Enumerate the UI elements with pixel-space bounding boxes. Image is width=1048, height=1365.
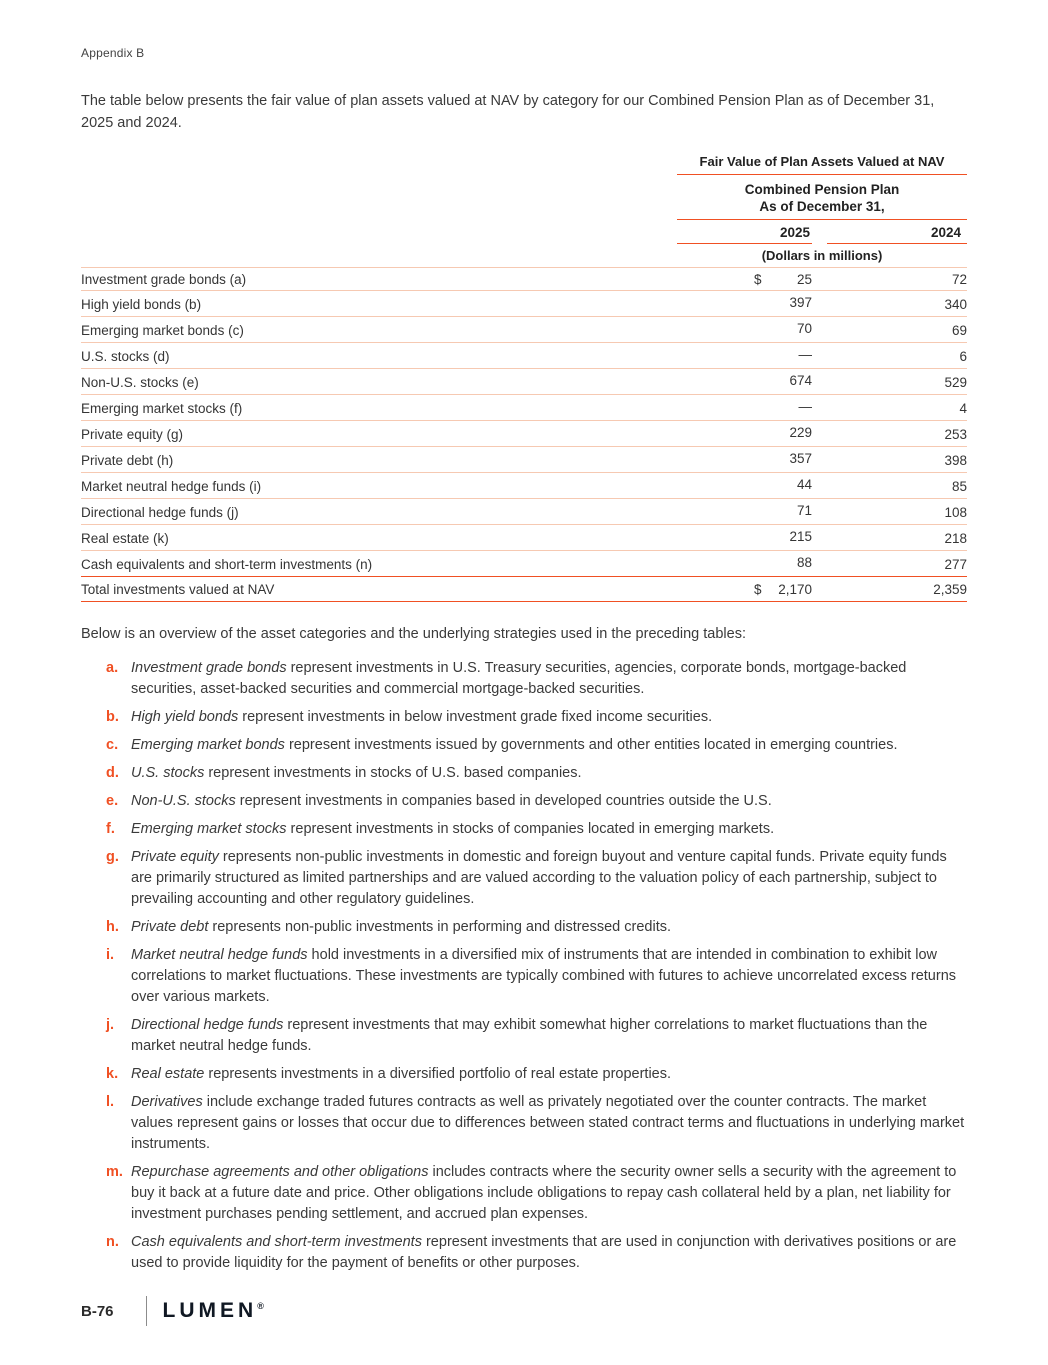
value-2025: 357 — [789, 451, 812, 466]
overview-intro: Below is an overview of the asset categories and the underlying strategies used in the preceding tables: — [81, 626, 746, 642]
definition-letter: a. — [106, 660, 119, 676]
definition-term: Private debt — [131, 919, 209, 935]
value-2024: 85 — [827, 473, 967, 499]
table-row — [81, 447, 967, 473]
dollar-prefix: $ — [754, 272, 762, 287]
definition-item — [106, 847, 967, 910]
definition-term: U.S. stocks — [131, 765, 205, 781]
table-row — [81, 473, 967, 499]
definition-text — [131, 1015, 967, 1057]
value-2024: 340 — [827, 291, 967, 317]
definition-item — [106, 763, 967, 784]
definition-item — [106, 658, 967, 700]
definition-term: Market neutral hedge funds — [131, 947, 308, 963]
value-2025: 71 — [796, 503, 812, 518]
definition-term: Emerging market stocks — [131, 821, 287, 837]
definition-letter: b. — [106, 709, 119, 725]
definition-description: represents non-public investments in performing and distressed credits. — [208, 919, 672, 935]
definition-item — [106, 707, 967, 728]
row-label: Market neutral hedge funds (i) — [81, 473, 677, 499]
appendix-label: Appendix B — [81, 46, 145, 60]
definition-term: Cash equivalents and short-term investments — [131, 1234, 422, 1250]
value-2025: 88 — [796, 555, 812, 570]
definition-description: include exchange traded futures contracts as well as privately negotiated over the counter contracts. The market values represent gains or losses that occur due to differences between stated contract terms and fluctuations in underlying market instruments. — [131, 1094, 965, 1152]
definition-letter: n. — [106, 1234, 119, 1250]
value-2025: 25 — [796, 272, 812, 287]
definition-text — [131, 1232, 967, 1274]
definition-description: represent investments that are used in conjunction with derivatives positions or are used to provide liquidity for the payment of benefits or other purposes. — [131, 1234, 957, 1271]
row-label: Private equity (g) — [81, 421, 677, 447]
value-2024: 72 — [827, 268, 967, 291]
value-2025: 397 — [789, 295, 812, 310]
definition-text — [131, 1162, 967, 1225]
value-2024: 4 — [827, 395, 967, 421]
definition-term: Investment grade bonds — [131, 660, 287, 676]
row-value-2025 — [677, 525, 812, 551]
definition-description: represent investments in companies based in developed countries outside the U.S. — [235, 793, 772, 809]
row-value-2025 — [677, 551, 812, 577]
table-header — [81, 151, 967, 268]
definition-description: represent investments in U.S. Treasury securities, agencies, corporate bonds, mortgage-backed securities, asset-backed securities and commercial mortgage-backed securities. — [131, 660, 907, 697]
definition-letter: f. — [106, 821, 115, 837]
definition-item — [106, 819, 967, 840]
total-value-2025 — [677, 577, 812, 602]
definition-letter: e. — [106, 793, 119, 809]
value-2024: 253 — [827, 421, 967, 447]
definition-term: Derivatives — [131, 1094, 203, 1110]
row-value-2025 — [677, 395, 812, 421]
table-row — [81, 291, 967, 317]
value-2024: 398 — [827, 447, 967, 473]
value-2024: 108 — [827, 499, 967, 525]
row-value-2025 — [677, 369, 812, 395]
dollar-prefix: $ — [754, 582, 762, 597]
table-title: Fair Value of Plan Assets Valued at NAV — [677, 151, 967, 175]
lumen-wordmark: LUMEN — [162, 1299, 258, 1322]
definition-item — [106, 1064, 967, 1085]
definition-description: represent investments that may exhibit somewhat higher correlations to market fluctuations than the market neutral hedge funds. — [131, 1017, 928, 1054]
row-value-2025 — [677, 291, 812, 317]
value-2025: 44 — [796, 477, 812, 492]
definition-letter: j. — [106, 1017, 115, 1033]
row-value-2025 — [677, 317, 812, 343]
definition-item — [106, 791, 967, 812]
definition-letter: c. — [106, 737, 119, 753]
table-row — [81, 317, 967, 343]
definition-description: hold investments in a diversified mix of instruments that are intended in combination to exhibit low correlations to market fluctuations. These investments are typically combined with futures to achieve uncorrelated excess returns over various markets. — [131, 947, 957, 1005]
definition-letter: l. — [106, 1094, 115, 1110]
column-header-2025: 2025 — [677, 220, 812, 244]
definition-text — [131, 945, 967, 1008]
page-number: B-76 — [81, 1302, 114, 1320]
row-label: Emerging market stocks (f) — [81, 395, 677, 421]
intro-paragraph: The table below presents the fair value of plan assets valued at NAV by category for our Combined Pension Plan as of December 31, 2025 and 2024. — [81, 93, 935, 131]
definition-term: Emerging market bonds — [131, 737, 285, 753]
definition-text — [131, 847, 967, 910]
row-label: Cash equivalents and short-term investments (n) — [81, 551, 677, 577]
row-label: U.S. stocks (d) — [81, 343, 677, 369]
definition-text — [131, 707, 712, 728]
value-2025: 215 — [789, 529, 812, 544]
lumen-logo — [163, 1299, 264, 1323]
definition-item — [106, 1015, 967, 1057]
value-2024: 529 — [827, 369, 967, 395]
definition-item — [106, 735, 967, 756]
footer-divider — [146, 1296, 147, 1326]
definition-item — [106, 1162, 967, 1225]
table-subtitle-line2: As of December 31, — [759, 199, 885, 214]
definition-text — [131, 819, 774, 840]
row-value-2025 — [677, 343, 812, 369]
table-total — [81, 577, 967, 602]
column-header-2024: 2024 — [827, 220, 967, 244]
row-label: Emerging market bonds (c) — [81, 317, 677, 343]
total-row — [81, 577, 967, 602]
value-2025: 70 — [796, 321, 812, 336]
definition-letter: m. — [106, 1164, 123, 1180]
definition-text — [131, 1064, 671, 1085]
table-row — [81, 551, 967, 577]
value-2025: 674 — [789, 373, 812, 388]
definition-description: represent investments in stocks of companies located in emerging markets. — [286, 821, 775, 837]
nav-fair-value-table — [81, 151, 967, 602]
definition-text — [131, 763, 582, 784]
value-2024: 69 — [827, 317, 967, 343]
row-label: Real estate (k) — [81, 525, 677, 551]
definition-item — [106, 1232, 967, 1274]
definition-description: represent investments in stocks of U.S. based companies. — [204, 765, 582, 781]
definition-term: High yield bonds — [131, 709, 239, 725]
row-value-2025 — [677, 499, 812, 525]
definition-term: Private equity — [131, 849, 219, 865]
row-value-2025 — [677, 473, 812, 499]
definition-text — [131, 735, 898, 756]
definition-text — [131, 658, 967, 700]
value-2024: 6 — [827, 343, 967, 369]
definition-text — [131, 1092, 967, 1155]
definition-description: represents non-public investments in domestic and foreign buyout and venture capital funds. Private equity funds are primarily structured as limited partnerships and are valued according to the valuation policy of each partnership, subject to prevailing accounting and other regulatory guidelines. — [131, 849, 947, 907]
definition-text — [131, 917, 671, 938]
definition-text — [131, 791, 772, 812]
table-row — [81, 525, 967, 551]
definition-description: includes contracts where the security owner sells a security with the agreement to buy it back at a future date and price. Other obligations include obligations to repay cash collateral held by a plan, net liability for investment purchases pending settlement, and accrued plan expenses. — [131, 1164, 957, 1222]
total-label: Total investments valued at NAV — [81, 577, 677, 602]
row-label: Private debt (h) — [81, 447, 677, 473]
table-row — [81, 499, 967, 525]
table-subtitle-line1: Combined Pension Plan — [744, 182, 900, 197]
value-2024: 277 — [827, 551, 967, 577]
definition-item — [106, 1092, 967, 1155]
table-row — [81, 343, 967, 369]
definition-letter: g. — [106, 849, 119, 865]
value-2025: — — [798, 399, 812, 414]
definition-letter: d. — [106, 765, 119, 781]
definition-description: represents investments in a diversified portfolio of real estate properties. — [204, 1066, 672, 1082]
row-value-2025 — [677, 268, 812, 291]
table-row — [81, 369, 967, 395]
value-2025: — — [798, 347, 812, 362]
definition-letter: k. — [106, 1066, 119, 1082]
row-label: Non-U.S. stocks (e) — [81, 369, 677, 395]
definitions-list — [81, 658, 967, 1274]
value-2024: 218 — [827, 525, 967, 551]
definition-term: Real estate — [131, 1066, 205, 1082]
definition-description: represent investments in below investment grade fixed income securities. — [238, 709, 713, 725]
definition-letter: h. — [106, 919, 119, 935]
table-row — [81, 268, 967, 291]
row-value-2025 — [677, 421, 812, 447]
value-2025: 229 — [789, 425, 812, 440]
table-body — [81, 268, 967, 577]
definition-item — [106, 945, 967, 1008]
row-label: High yield bonds (b) — [81, 291, 677, 317]
page-footer — [81, 1296, 967, 1326]
definition-term: Directional hedge funds — [131, 1017, 284, 1033]
row-label: Directional hedge funds (j) — [81, 499, 677, 525]
definition-item — [106, 917, 967, 938]
table-subtitle — [677, 175, 967, 220]
definition-description: represent investments issued by governments and other entities located in emerging countries. — [284, 737, 898, 753]
row-label: Investment grade bonds (a) — [81, 268, 677, 291]
registered-trademark-icon: ® — [257, 1301, 264, 1311]
table-row — [81, 395, 967, 421]
value-2025: 2,170 — [778, 582, 812, 597]
table-row — [81, 421, 967, 447]
definition-term: Non-U.S. stocks — [131, 793, 236, 809]
definition-term: Repurchase agreements and other obligations — [131, 1164, 429, 1180]
row-value-2025 — [677, 447, 812, 473]
units-label: (Dollars in millions) — [761, 248, 883, 263]
total-value-2024: 2,359 — [827, 577, 967, 602]
definition-letter: i. — [106, 947, 115, 963]
